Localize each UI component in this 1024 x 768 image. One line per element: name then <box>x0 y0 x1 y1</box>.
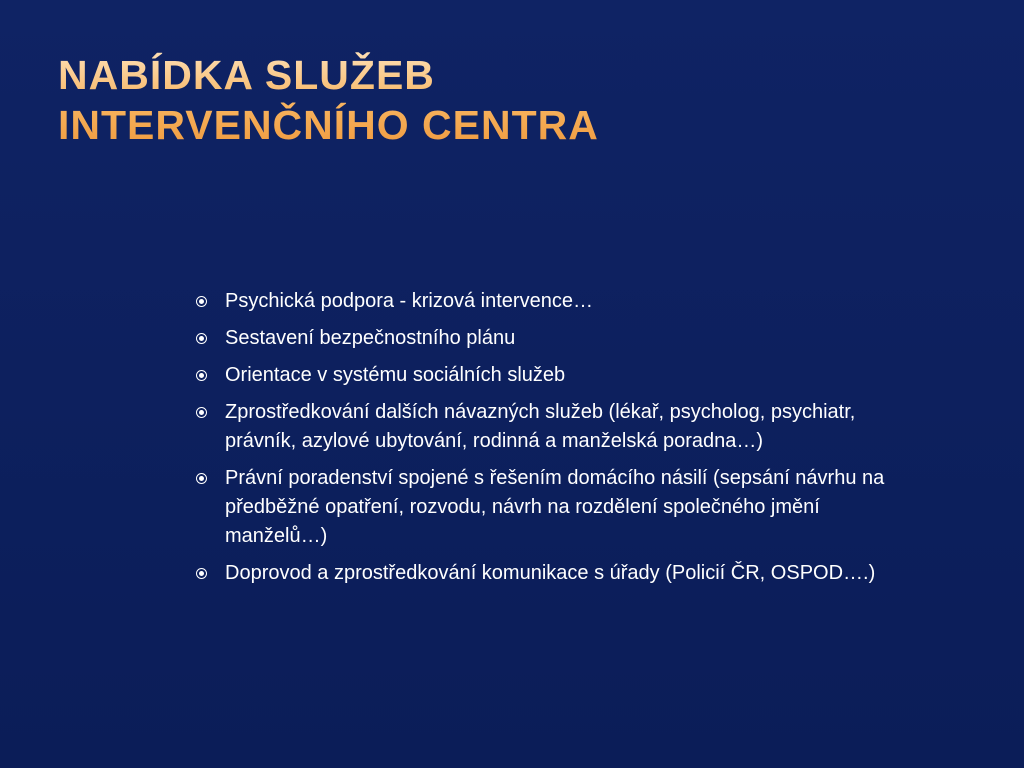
bullet-text: Doprovod a zprostředkování komunikace s úřady (Policií ČR, OSPOD….) <box>225 562 876 584</box>
bullet-item <box>196 324 916 353</box>
bullet-text: Orientace v systému sociálních služeb <box>225 364 566 386</box>
bullet-item <box>196 559 916 588</box>
bullet-item <box>196 398 916 456</box>
title-line: INTERVENČNÍHO CENTRA <box>58 102 599 148</box>
title-line: NABÍDKA SLUŽEB <box>58 52 435 98</box>
circle-dot-icon <box>196 473 207 484</box>
bullet-text: Psychická podpora - krizová intervence… <box>225 290 593 312</box>
bullet-list <box>196 287 916 596</box>
bullet-item <box>196 287 916 316</box>
bullet-text: Zprostředkování dalších návazných služeb (lékař, psycholog, psychiatr, právník, azylové ubytování, rodinná a manželská poradna…) <box>225 401 856 452</box>
bullet-text: Právní poradenství spojené s řešením domácího násilí (sepsání návrhu na předběžné opatření, rozvodu, návrh na rozdělení společného jmění manželů…) <box>225 467 885 547</box>
circle-dot-icon <box>196 333 207 344</box>
bullet-text: Sestavení bezpečnostního plánu <box>225 327 516 349</box>
circle-dot-icon <box>196 568 207 579</box>
circle-dot-icon <box>196 296 207 307</box>
bullet-item <box>196 361 916 390</box>
bullet-item <box>196 464 916 551</box>
circle-dot-icon <box>196 407 207 418</box>
slide-title <box>58 50 958 150</box>
circle-dot-icon <box>196 370 207 381</box>
